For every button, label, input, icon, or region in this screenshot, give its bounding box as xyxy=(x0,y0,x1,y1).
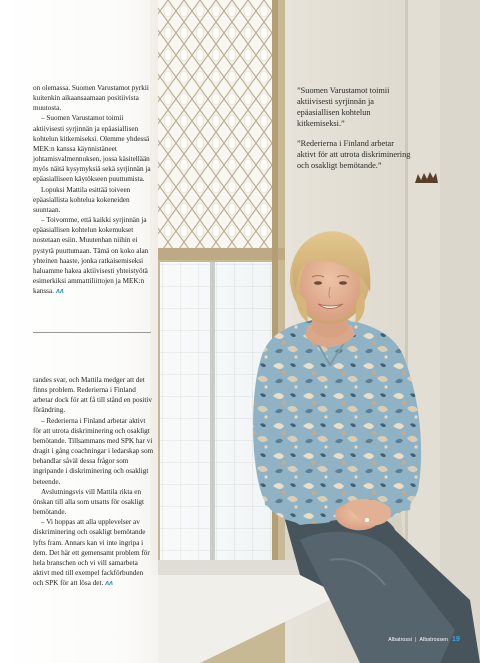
article-column-finnish xyxy=(33,83,155,297)
end-mark-icon: ᴧᴧ xyxy=(55,288,64,296)
paragraph-fi-1: on olemassa. Suomen Varustamot pyrkii kuitenkin aikaansaamaan positiivista muutosta. xyxy=(33,84,149,113)
end-mark-icon: ᴧᴧ xyxy=(105,580,114,588)
magazine-name-swedish: Albatrossen xyxy=(419,637,448,643)
paragraph-fi-3: Lopuksi Mattila esittää toiveen epäasiallista kohtelua kokeneiden suuntaan. xyxy=(33,185,131,214)
paragraph-sv-4 xyxy=(33,517,155,589)
magazine-name-finnish: Albatrossi xyxy=(388,637,413,643)
footer-separator: | xyxy=(415,637,417,643)
paragraph-sv-3: Avslutningsvis vill Mattila rikta en önskan till alla som utsatts för osakligt bemötande. xyxy=(33,487,144,517)
page-footer xyxy=(388,636,460,643)
paragraph-sv-2: – Rederierna i Finland arbetar aktivt för att utrota diskriminering och osakligt bemötande. Tillsammans med SPK har vi dragit i gång coachningar i ledarskap som behandlar såväl dessa frågor som ingripande i diskriminering och osakligt beteende. xyxy=(33,416,154,486)
pull-quotes xyxy=(297,85,412,171)
pull-quote-finnish: ”Suomen Varustamot toimii aktiivisesti syrjinnän ja epäasiallisen kohtelun kitkemiseksi.” xyxy=(297,86,390,128)
pull-quote-swedish: ”Rederierna i Finland arbetar aktivt för att utrota diskriminering och osakligt bemötande.” xyxy=(297,139,411,170)
article-column-swedish xyxy=(33,375,155,589)
page-number: 19 xyxy=(452,636,460,643)
paragraph-sv-1: randes svar, och Mattila medger att det finns problem. Rederierna i Finland arbetar dock för att få till stånd en positiv förändring. xyxy=(33,376,152,415)
paragraph-fi-4-text: – Toivomme, että kaikki syrjinnän ja epäasiallisen kohtelun kokemukset nostetaan esiin. Muutenhan niihin ei pystytä puuttumaan. Tämä on koko alan yhteinen haaste, jonka ratkaisemiseksi haluamme hakea aktiivisesti yhteistyötä esimerkiksi ammattiliittojen ja MEK:n kanssa. xyxy=(33,216,149,296)
paragraph-sv-4-text: – Vi hoppas att alla upplevelser av diskriminering och osakligt bemötande lyfts fram. Annars kan vi inte ingripa i dem. Det här ett gemensamt problem för hela branschen och vi vill samarbeta aktivt med till exempel fackförbunden och SPK för att lösa det. xyxy=(33,518,150,588)
paragraph-fi-2: – Suomen Varustamot toimii aktiivisesti syrjinnän ja epäasiallisen kohtelun kitkemiseksi. Olemme yhdessä MEK:n kanssa käynnistäneet johtamisvalmennuksen, jossa käsitellään myös näitä kysymyksiä sekä syrjinnän ja epäasialliseen käytökseen puuttumista. xyxy=(33,114,151,184)
paragraph-fi-4 xyxy=(33,215,155,297)
section-divider xyxy=(33,332,151,333)
